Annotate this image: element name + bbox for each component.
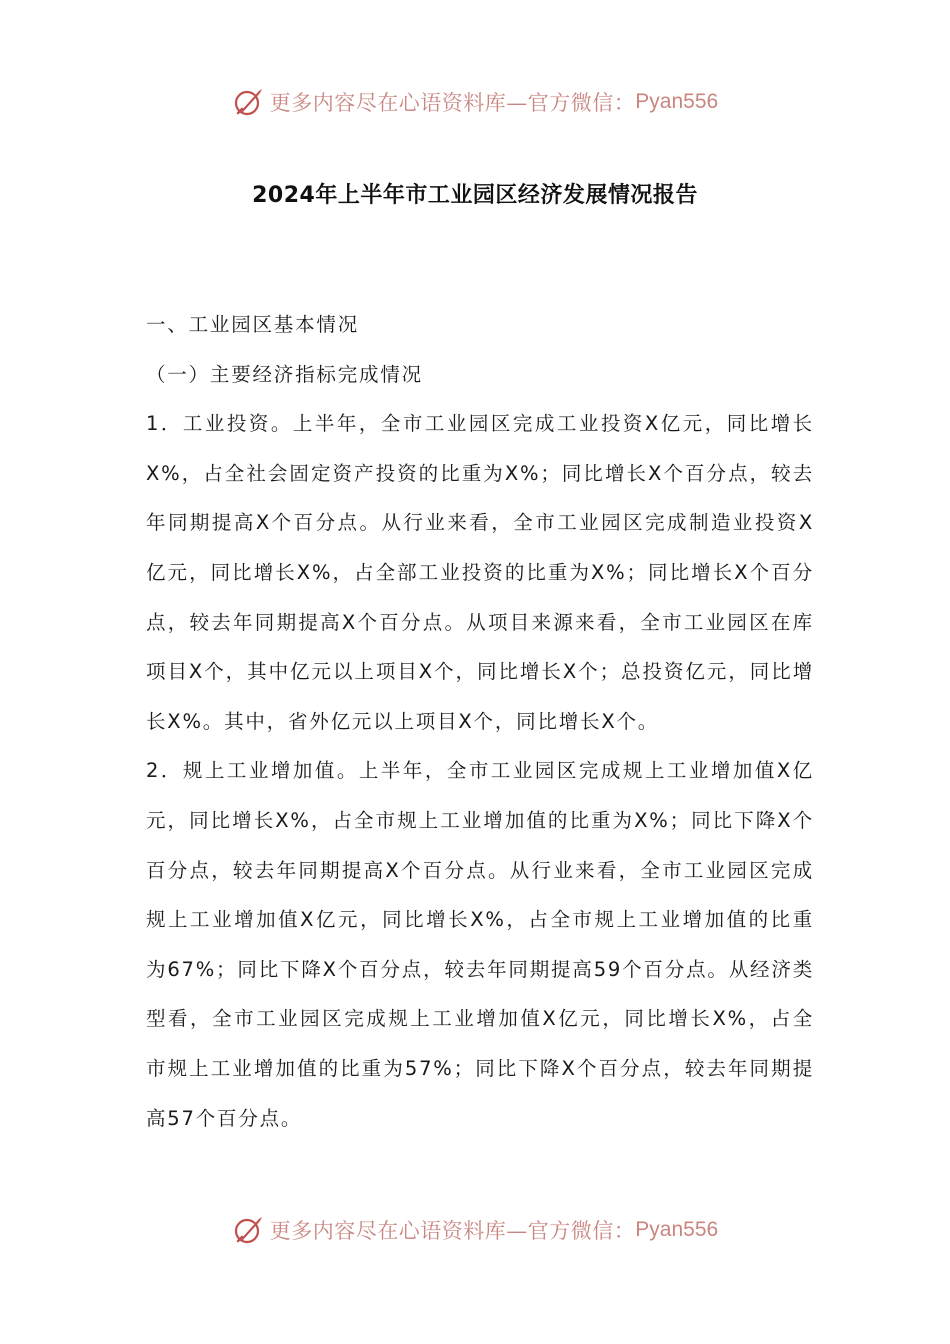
paragraph-industrial-added-value: 2．规上工业增加值。上半年，全市工业园区完成规上工业增加值X亿元，同比增长X%，占全市规上工业增加值的比重为X%；同比下降X个百分点，较去年同期提高X个百分点。从行业来看，全市工业园区完成规上工业增加值X亿元，同比增长X%，占全市规上工业增加值的比重为67%；同比下降X个百分点，较去年同期提高59个百分点。从经济类型看，全市工业园区完成规上工业增加值X亿元，同比增长X%，占全市规上工业增加值的比重为57%；同比下降X个百分点，较去年同期提高57个百分点。 (146, 759, 814, 1130)
document-body (146, 300, 814, 1143)
paragraph-industrial-investment: 1．工业投资。上半年，全市工业园区完成工业投资X亿元，同比增长X%，占全社会固定资产投资的比重为X%；同比增长X个百分点，较去年同期提高X个百分点。从行业来看，全市工业园区完成制造业投资X亿元，同比增长X%，占全部工业投资的比重为X%；同比增长X个百分点，较去年同期提高X个百分点。从项目来源来看，全市工业园区在库项目X个，其中亿元以上项目X个，同比增长X个；总投资亿元，同比增长X%。其中，省外亿元以上项目X个，同比增长X个。 (146, 412, 814, 733)
watermark-text: 更多内容尽在心语资料库—官方微信： (269, 1219, 636, 1243)
watermark-wechat-id: Pyan556 (635, 1218, 719, 1241)
watermark-banner-top (0, 82, 950, 122)
watermark-banner-bottom (0, 1210, 950, 1250)
subsection-heading: （一）主要经济指标完成情况 (146, 362, 423, 386)
document-title: 2024年上半年市工业园区经济发展情况报告 (252, 183, 698, 208)
quill-pen-logo-icon (232, 85, 266, 119)
watermark-text: 更多内容尽在心语资料库—官方微信： (269, 91, 636, 115)
section-heading: 一、工业园区基本情况 (146, 313, 360, 336)
quill-pen-logo-icon (232, 1213, 266, 1247)
watermark-wechat-id: Pyan556 (635, 90, 719, 113)
